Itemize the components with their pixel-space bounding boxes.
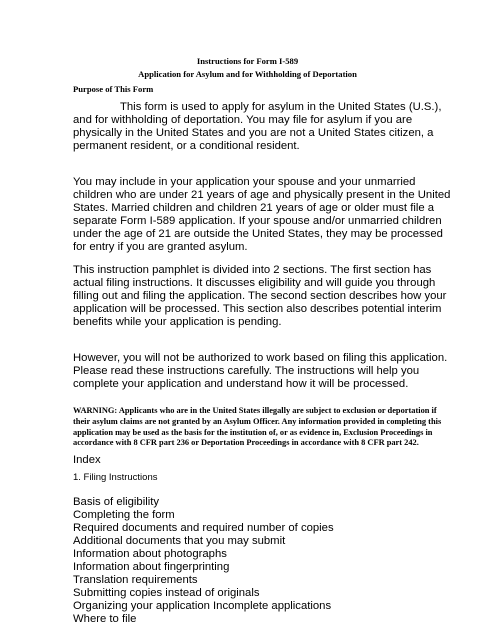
paragraph-sections: This instruction pamphlet is divided into 2 sections. The first section has actual filing instructions. It discusses eligibility and will guide you through filling out and filing the application. The second section describes how your application will be processed. This section also describes potential interim benefits while your application is pending.	[73, 264, 447, 328]
index-list	[73, 496, 334, 626]
index-heading: Index	[73, 454, 101, 466]
index-item: Additional documents that you may submit	[73, 535, 286, 547]
warning-label: WARNING:	[73, 406, 118, 415]
index-item: Information about fingerprinting	[73, 561, 230, 573]
warning-text: Applicants who are in the United States illegally are subject to exclusion or deportation if their asylum claims are not granted by an Asylum Officer. Any information provided in completing this application may be used as the basis for the institution of, or as evidence in, Exclusion Proceedings in accordance with 8 CFR part 236 or Deportation Proceedings in accordance with 8 CFR part 242.	[73, 406, 442, 448]
index-item: Organizing your application Incomplete applications	[73, 600, 332, 612]
index-section-heading: 1. Filing Instructions	[73, 472, 158, 483]
index-item: Information about photographs	[73, 548, 227, 560]
document-title: Instructions for Form I-589	[196, 56, 299, 66]
document-subtitle: Application for Asylum and for Withholding of Deportation	[138, 69, 357, 79]
purpose-heading: Purpose of This Form	[73, 84, 154, 94]
index-item: Completing the form	[73, 509, 175, 521]
paragraph-family: You may include in your application your spouse and your unmarried children who are under 21 years of age and physically present in the United States. Married children and children 21 years of age or older must file a separate Form I-589 application. If your spouse and/or unmarried children under the age of 21 are outside the United States, they may be processed for entry if you are granted asylum.	[73, 176, 451, 253]
index-item: Submitting copies instead of originals	[73, 587, 260, 599]
warning-notice	[73, 406, 453, 449]
index-item: Translation requirements	[73, 574, 198, 586]
index-item: Required documents and required number of copies	[73, 522, 334, 534]
paragraph-work-authorization: However, you will not be authorized to work based on filing this application. Please read these instructions carefully. The instructions will help you complete your application and understand how it will be processed.	[73, 352, 448, 390]
index-item: Where to file	[73, 613, 137, 625]
paragraph-purpose: This form is used to apply for asylum in the United States (U.S.), and for withholding of deportation. You may file for asylum if you are physically in the United States and you are not a United States citizen, a permanent resident, or a conditional resident.	[73, 101, 442, 152]
index-item: Basis of eligibility	[73, 496, 160, 508]
